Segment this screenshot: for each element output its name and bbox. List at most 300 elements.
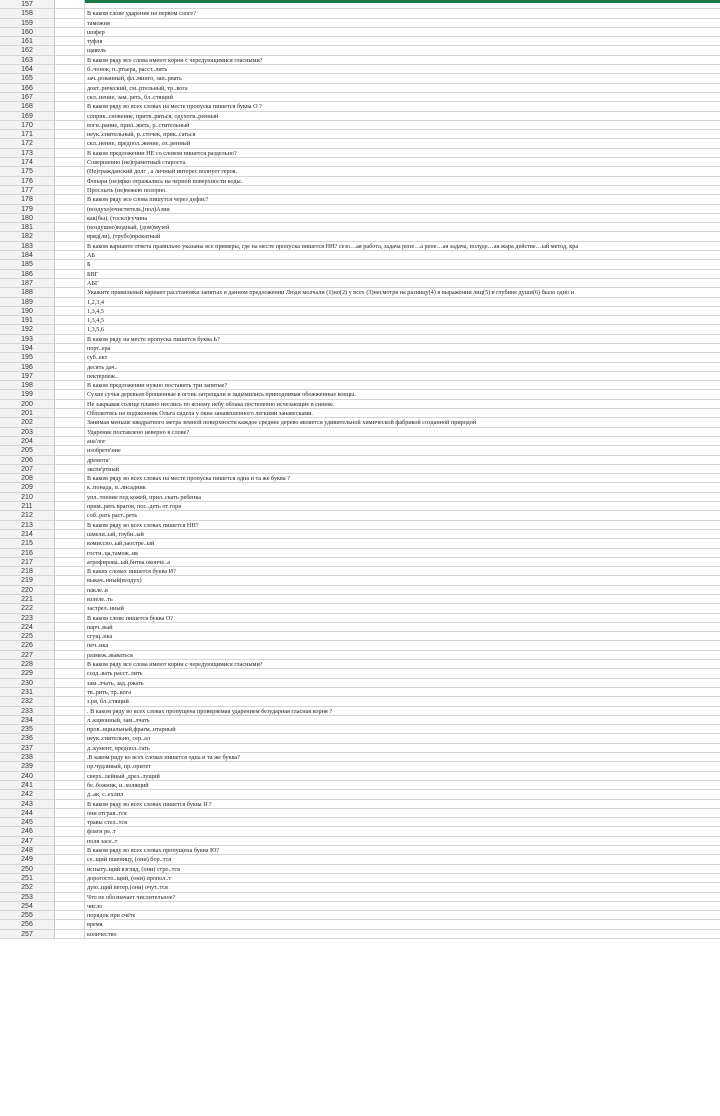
row-number[interactable]: 204 — [0, 437, 55, 445]
text-cell[interactable]: экспе'ртный — [87, 465, 119, 473]
row-number[interactable]: 184 — [0, 251, 55, 259]
text-cell[interactable]: В каком слове ударение на первом слоге? — [87, 10, 196, 18]
empty-cell[interactable] — [55, 809, 85, 817]
row-number[interactable]: 234 — [0, 716, 55, 724]
empty-cell[interactable] — [55, 660, 85, 668]
empty-cell[interactable] — [55, 186, 85, 194]
text-cell[interactable]: дую..щий ветер,(они) очут..тся — [87, 884, 168, 892]
empty-cell[interactable] — [55, 437, 85, 445]
empty-cell[interactable] — [55, 353, 85, 361]
empty-cell[interactable] — [55, 893, 85, 901]
row-number[interactable]: 252 — [0, 883, 55, 891]
row-number[interactable]: 158 — [0, 9, 55, 17]
text-cell[interactable]: В каком ряду все слова имеют корни с чередующимися гласными? — [87, 661, 263, 669]
text-cell[interactable]: суб..ект — [87, 354, 108, 362]
empty-cell[interactable] — [55, 0, 85, 8]
text-cell[interactable]: В каком ряду все слова имеют корни с чередующимися гласными? — [87, 56, 263, 64]
text-cell[interactable]: Занимая меньше квадратного метра земной поверхности каждое среднее дерево является удивительной химической фабрикой созданной природой — [87, 419, 477, 427]
row-number[interactable]: 255 — [0, 911, 55, 919]
table-row[interactable] — [0, 781, 720, 790]
table-row[interactable] — [0, 753, 720, 762]
row-number[interactable]: 180 — [0, 214, 55, 222]
row-number[interactable]: 166 — [0, 84, 55, 92]
table-row[interactable] — [0, 772, 720, 781]
row-number[interactable]: 210 — [0, 493, 55, 501]
empty-cell[interactable] — [55, 390, 85, 398]
text-cell[interactable]: порядок при счёте — [87, 912, 136, 920]
table-row[interactable] — [0, 846, 720, 855]
empty-cell[interactable] — [55, 19, 85, 27]
row-number[interactable]: 251 — [0, 874, 55, 882]
text-cell[interactable]: АБ — [87, 252, 96, 260]
text-cell[interactable]: выкач..нный(воздух) — [87, 577, 142, 585]
text-cell[interactable]: скл..нение, зам..реть, бл..стящий — [87, 93, 173, 101]
text-cell[interactable]: Не закрывая солнце плавно неслись по ясному небу облака постепенно исчезающие в синеве. — [87, 400, 335, 408]
table-row[interactable] — [0, 446, 720, 455]
table-row[interactable] — [0, 521, 720, 530]
table-row[interactable] — [0, 214, 720, 223]
text-cell[interactable]: упл..тнение под кожей, прил..скать ребенка — [87, 493, 201, 501]
empty-cell[interactable] — [55, 725, 85, 733]
row-number[interactable]: 206 — [0, 456, 55, 464]
text-cell[interactable]: Ударение поставлено неверно в слове? — [87, 428, 190, 436]
table-row[interactable] — [0, 837, 720, 846]
table-row[interactable] — [0, 511, 720, 520]
row-number[interactable]: 208 — [0, 474, 55, 482]
table-row[interactable] — [0, 400, 720, 409]
empty-cell[interactable] — [55, 363, 85, 371]
text-cell[interactable]: В каком предложении нужно поставить три запятые? — [87, 382, 228, 390]
row-number[interactable]: 240 — [0, 772, 55, 780]
text-cell[interactable]: 1,3,5,6 — [87, 326, 105, 334]
table-row[interactable] — [0, 167, 720, 176]
empty-cell[interactable] — [55, 614, 85, 622]
table-row[interactable] — [0, 325, 720, 334]
table-row[interactable] — [0, 883, 720, 892]
row-number[interactable]: 163 — [0, 56, 55, 64]
row-number[interactable]: 250 — [0, 865, 55, 873]
empty-cell[interactable] — [55, 762, 85, 770]
empty-cell[interactable] — [55, 549, 85, 557]
table-row[interactable] — [0, 651, 720, 660]
row-number[interactable]: 235 — [0, 725, 55, 733]
text-cell[interactable]: к..понада, п..лисадник — [87, 484, 146, 492]
table-row[interactable] — [0, 493, 720, 502]
table-row[interactable] — [0, 567, 720, 576]
table-row[interactable] — [0, 707, 720, 716]
row-number[interactable]: 183 — [0, 242, 55, 250]
table-row[interactable] — [0, 632, 720, 641]
empty-cell[interactable] — [55, 679, 85, 687]
table-row[interactable] — [0, 112, 720, 121]
text-cell[interactable]: пр.чудливый, пр..оритет — [87, 763, 151, 771]
empty-cell[interactable] — [55, 456, 85, 464]
empty-cell[interactable] — [55, 74, 85, 82]
table-row[interactable] — [0, 595, 720, 604]
empty-cell[interactable] — [55, 818, 85, 826]
table-row[interactable] — [0, 149, 720, 158]
text-cell[interactable]: Совершенно (не)грамотный староста. — [87, 159, 187, 167]
table-row[interactable] — [0, 930, 720, 939]
table-row[interactable] — [0, 744, 720, 753]
text-cell[interactable]: (Не)гражданский долг , а личный интерес волнует героя. — [87, 168, 237, 176]
table-row[interactable] — [0, 177, 720, 186]
table-row[interactable] — [0, 363, 720, 372]
empty-cell[interactable] — [55, 400, 85, 408]
text-cell[interactable]: печ..нка — [87, 642, 109, 650]
text-cell[interactable]: В каком ряду на месте пропуска пишется буква Ь? — [87, 335, 220, 343]
text-cell[interactable]: докт..рический, см..ртельный, тр..вога — [87, 84, 188, 92]
text-cell[interactable]: дорогосто..щий, (они) пропол..т — [87, 874, 172, 882]
row-number[interactable]: 249 — [0, 855, 55, 863]
row-number[interactable]: 181 — [0, 223, 55, 231]
row-number[interactable]: 213 — [0, 521, 55, 529]
table-row[interactable] — [0, 679, 720, 688]
empty-cell[interactable] — [55, 37, 85, 45]
empty-cell[interactable] — [55, 641, 85, 649]
table-row[interactable] — [0, 549, 720, 558]
empty-cell[interactable] — [55, 205, 85, 213]
table-row[interactable] — [0, 223, 720, 232]
row-number[interactable]: 224 — [0, 623, 55, 631]
empty-cell[interactable] — [55, 790, 85, 798]
text-cell[interactable]: зам..лчать, зад..ржать — [87, 679, 144, 687]
table-row[interactable] — [0, 539, 720, 548]
empty-cell[interactable] — [55, 335, 85, 343]
text-cell[interactable]: Прослыть (не)вежею позорно. — [87, 186, 167, 194]
empty-cell[interactable] — [55, 632, 85, 640]
row-number[interactable]: 182 — [0, 232, 55, 240]
table-row[interactable] — [0, 697, 720, 706]
text-cell[interactable]: В каком ряду во всех словах пропущена буква Ю? — [87, 847, 220, 855]
empty-cell[interactable] — [55, 930, 85, 938]
text-cell[interactable]: В каком слове пишется буква О? — [87, 614, 173, 622]
text-cell[interactable]: они отграв..тся — [87, 809, 127, 817]
row-number[interactable]: 230 — [0, 679, 55, 687]
text-cell[interactable]: комиссио..ый,заостре..ый — [87, 540, 155, 548]
row-number[interactable]: 173 — [0, 149, 55, 157]
table-row[interactable] — [0, 558, 720, 567]
table-row[interactable] — [0, 0, 720, 9]
table-row[interactable] — [0, 186, 720, 195]
row-number[interactable]: 197 — [0, 372, 55, 380]
row-number[interactable]: 191 — [0, 316, 55, 324]
table-row[interactable] — [0, 800, 720, 809]
row-number[interactable]: 178 — [0, 195, 55, 203]
text-cell[interactable]: атрофирова..ый,битва оконче..а — [87, 558, 170, 566]
text-cell[interactable]: порт..ера — [87, 344, 111, 352]
table-row[interactable] — [0, 865, 720, 874]
text-cell[interactable]: ана'лог — [87, 437, 106, 445]
table-row[interactable] — [0, 381, 720, 390]
empty-cell[interactable] — [55, 604, 85, 612]
empty-cell[interactable] — [55, 567, 85, 575]
row-number[interactable]: 185 — [0, 260, 55, 268]
table-row[interactable] — [0, 130, 720, 139]
row-number[interactable]: 195 — [0, 353, 55, 361]
text-cell[interactable]: се..щий пшеницу, (они) бор..тся — [87, 856, 172, 864]
table-row[interactable] — [0, 288, 720, 297]
table-row[interactable] — [0, 260, 720, 269]
text-cell[interactable]: (воздухо)очиститель,(пол)Азии — [87, 205, 170, 213]
row-number[interactable]: 203 — [0, 428, 55, 436]
row-number[interactable]: 238 — [0, 753, 55, 761]
empty-cell[interactable] — [55, 865, 85, 873]
row-number[interactable]: 196 — [0, 363, 55, 371]
text-cell[interactable]: бе..божник, и..холящий — [87, 781, 149, 789]
row-number[interactable]: 223 — [0, 614, 55, 622]
table-row[interactable] — [0, 242, 720, 251]
text-cell[interactable]: флаги ре..т — [87, 828, 116, 836]
text-cell[interactable]: травы стел..тся — [87, 819, 127, 827]
row-number[interactable]: 209 — [0, 483, 55, 491]
text-cell[interactable]: В каком ряду все слова пишутся через дефис? — [87, 196, 209, 204]
row-number[interactable]: 192 — [0, 325, 55, 333]
empty-cell[interactable] — [55, 586, 85, 594]
row-number[interactable]: 217 — [0, 558, 55, 566]
table-row[interactable] — [0, 902, 720, 911]
table-row[interactable] — [0, 809, 720, 818]
row-number[interactable]: 254 — [0, 902, 55, 910]
table-row[interactable] — [0, 660, 720, 669]
empty-cell[interactable] — [55, 697, 85, 705]
row-number[interactable]: 229 — [0, 669, 55, 677]
table-row[interactable] — [0, 669, 720, 678]
table-row[interactable] — [0, 121, 720, 130]
empty-cell[interactable] — [55, 232, 85, 240]
text-cell[interactable]: соприк..сновение, притв..ряться, одухотв..ренный — [87, 112, 219, 120]
text-cell[interactable]: 1,3,4,5 — [87, 317, 105, 325]
table-row[interactable] — [0, 65, 720, 74]
row-number[interactable]: 179 — [0, 205, 55, 213]
table-row[interactable] — [0, 344, 720, 353]
text-cell[interactable]: туфля — [87, 38, 103, 46]
row-number[interactable]: 162 — [0, 46, 55, 54]
table-row[interactable] — [0, 716, 720, 725]
empty-cell[interactable] — [55, 539, 85, 547]
empty-cell[interactable] — [55, 846, 85, 854]
table-row[interactable] — [0, 474, 720, 483]
text-cell[interactable]: как(бы), (тоскл)гучина — [87, 214, 148, 222]
row-number[interactable]: 159 — [0, 19, 55, 27]
table-row[interactable] — [0, 56, 720, 65]
row-number[interactable]: 227 — [0, 651, 55, 659]
table-row[interactable] — [0, 456, 720, 465]
empty-cell[interactable] — [55, 158, 85, 166]
text-cell[interactable]: испыту..щий взгляд, (они) стро..тся — [87, 865, 180, 873]
empty-cell[interactable] — [55, 65, 85, 73]
table-row[interactable] — [0, 920, 720, 929]
empty-cell[interactable] — [55, 298, 85, 306]
empty-cell[interactable] — [55, 102, 85, 110]
text-cell[interactable]: 1,3,4,5 — [87, 307, 105, 315]
table-row[interactable] — [0, 734, 720, 743]
row-number[interactable]: 187 — [0, 279, 55, 287]
empty-cell[interactable] — [55, 521, 85, 529]
row-number[interactable]: 212 — [0, 511, 55, 519]
row-number[interactable]: 167 — [0, 93, 55, 101]
row-number[interactable]: 165 — [0, 74, 55, 82]
table-row[interactable] — [0, 19, 720, 28]
text-cell[interactable]: В каком ряду во всех словах на месте пропуска пишется одна и та же буква ? — [87, 475, 290, 483]
empty-cell[interactable] — [55, 372, 85, 380]
row-number[interactable]: 169 — [0, 112, 55, 120]
row-number[interactable]: 241 — [0, 781, 55, 789]
table-row[interactable] — [0, 827, 720, 836]
table-row[interactable] — [0, 335, 720, 344]
empty-cell[interactable] — [55, 139, 85, 147]
row-number[interactable]: 174 — [0, 158, 55, 166]
row-number[interactable]: 222 — [0, 604, 55, 612]
empty-cell[interactable] — [55, 242, 85, 250]
table-row[interactable] — [0, 483, 720, 492]
empty-cell[interactable] — [55, 772, 85, 780]
text-cell[interactable]: Укажите правильный вариант расстановки запятых в данном предложении Люди молчали (1)но(2) у всех (3)несмотря на разницу(4) в выражении лиц(5) в глубине души(6) было одно и — [87, 289, 574, 297]
text-cell[interactable]: В каких словах пишется буква И? — [87, 568, 176, 576]
text-cell[interactable]: 1,2,3,4 — [87, 298, 105, 306]
text-cell[interactable]: .В каком ряду во всех словах пишется одна и та же буква? — [87, 754, 240, 762]
row-number[interactable]: 244 — [0, 809, 55, 817]
empty-cell[interactable] — [55, 669, 85, 677]
row-number[interactable]: 164 — [0, 65, 55, 73]
empty-cell[interactable] — [55, 56, 85, 64]
empty-cell[interactable] — [55, 28, 85, 36]
row-number[interactable]: 242 — [0, 790, 55, 798]
row-number[interactable]: 219 — [0, 576, 55, 584]
row-number[interactable]: 220 — [0, 586, 55, 594]
row-number[interactable]: 188 — [0, 288, 55, 296]
text-cell[interactable]: пакле..в — [87, 586, 108, 594]
empty-cell[interactable] — [55, 837, 85, 845]
text-cell[interactable]: количество — [87, 930, 117, 938]
row-number[interactable]: 215 — [0, 539, 55, 547]
empty-cell[interactable] — [55, 307, 85, 315]
table-row[interactable] — [0, 84, 720, 93]
text-cell[interactable]: застрел..нный — [87, 605, 124, 613]
empty-cell[interactable] — [55, 511, 85, 519]
empty-cell[interactable] — [55, 920, 85, 928]
table-row[interactable] — [0, 623, 720, 632]
text-cell[interactable]: АБГ — [87, 279, 99, 287]
row-number[interactable]: 243 — [0, 800, 55, 808]
row-number[interactable]: 201 — [0, 409, 55, 417]
table-row[interactable] — [0, 409, 720, 418]
table-row[interactable] — [0, 855, 720, 864]
row-number[interactable]: 211 — [0, 502, 55, 510]
text-cell[interactable]: з.ря, бл..стящий — [87, 698, 129, 706]
row-number[interactable]: 161 — [0, 37, 55, 45]
row-number[interactable]: 232 — [0, 697, 55, 705]
text-cell[interactable]: соб..рать раст..реть — [87, 512, 138, 520]
table-row[interactable] — [0, 762, 720, 771]
empty-cell[interactable] — [55, 483, 85, 491]
table-row[interactable] — [0, 502, 720, 511]
row-number[interactable]: 248 — [0, 846, 55, 854]
empty-cell[interactable] — [55, 502, 85, 510]
text-cell[interactable]: число — [87, 902, 103, 910]
table-row[interactable] — [0, 232, 720, 241]
text-cell[interactable]: время — [87, 921, 103, 929]
row-number[interactable]: 236 — [0, 734, 55, 742]
text-cell[interactable]: неук..снительный, р..сточек, прик..саться — [87, 131, 196, 139]
text-cell[interactable]: Что не обозначает числительное? — [87, 893, 176, 901]
empty-cell[interactable] — [55, 112, 85, 120]
empty-cell[interactable] — [55, 121, 85, 129]
row-number[interactable]: 172 — [0, 139, 55, 147]
empty-cell[interactable] — [55, 474, 85, 482]
table-row[interactable] — [0, 46, 720, 55]
empty-cell[interactable] — [55, 279, 85, 287]
empty-cell[interactable] — [55, 344, 85, 352]
empty-cell[interactable] — [55, 270, 85, 278]
text-cell[interactable]: пектерпеж.. — [87, 372, 118, 380]
table-row[interactable] — [0, 725, 720, 734]
empty-cell[interactable] — [55, 558, 85, 566]
table-row[interactable] — [0, 298, 720, 307]
empty-cell[interactable] — [55, 93, 85, 101]
table-row[interactable] — [0, 874, 720, 883]
row-number[interactable]: 231 — [0, 688, 55, 696]
text-cell[interactable]: десять дач.. — [87, 363, 118, 371]
empty-cell[interactable] — [55, 214, 85, 222]
empty-cell[interactable] — [55, 781, 85, 789]
text-cell[interactable]: Облокотясь на подоконник Ольга сидела у окна занавешенного легкими занавесками. — [87, 410, 313, 418]
table-row[interactable] — [0, 688, 720, 697]
empty-cell[interactable] — [55, 177, 85, 185]
row-number[interactable]: 198 — [0, 381, 55, 389]
table-row[interactable] — [0, 893, 720, 902]
text-cell[interactable]: тв..рить, тр..вога — [87, 688, 131, 696]
empty-cell[interactable] — [55, 855, 85, 863]
row-number[interactable]: 257 — [0, 930, 55, 938]
empty-cell[interactable] — [55, 418, 85, 426]
text-cell[interactable]: сгущ..нка — [87, 633, 113, 641]
text-cell[interactable]: размеж..вываться — [87, 651, 133, 659]
empty-cell[interactable] — [55, 316, 85, 324]
text-cell[interactable]: парч..вый — [87, 623, 113, 631]
table-row[interactable] — [0, 586, 720, 595]
row-number[interactable]: 168 — [0, 102, 55, 110]
table-row[interactable] — [0, 576, 720, 585]
text-cell[interactable]: поля засе..т — [87, 837, 118, 845]
empty-cell[interactable] — [55, 409, 85, 417]
table-row[interactable] — [0, 270, 720, 279]
row-number[interactable]: 245 — [0, 818, 55, 826]
table-row[interactable] — [0, 251, 720, 260]
text-cell[interactable]: шмели..ый, глуби..ый — [87, 530, 144, 538]
empty-cell[interactable] — [55, 260, 85, 268]
empty-cell[interactable] — [55, 576, 85, 584]
table-row[interactable] — [0, 307, 720, 316]
empty-cell[interactable] — [55, 753, 85, 761]
empty-cell[interactable] — [55, 716, 85, 724]
text-cell[interactable]: пров..нциальный,фрагм..нтарный — [87, 726, 176, 734]
row-number[interactable]: 226 — [0, 641, 55, 649]
empty-cell[interactable] — [55, 688, 85, 696]
empty-cell[interactable] — [55, 734, 85, 742]
table-row[interactable] — [0, 353, 720, 362]
row-number[interactable]: 176 — [0, 177, 55, 185]
empty-cell[interactable] — [55, 251, 85, 259]
table-row[interactable] — [0, 437, 720, 446]
table-row[interactable] — [0, 428, 720, 437]
empty-cell[interactable] — [55, 46, 85, 54]
empty-cell[interactable] — [55, 623, 85, 631]
empty-cell[interactable] — [55, 465, 85, 473]
row-number[interactable]: 193 — [0, 335, 55, 343]
text-cell[interactable]: прим..рять врагов, пос..деть от горя — [87, 503, 182, 511]
text-cell[interactable]: таможня — [87, 19, 110, 27]
